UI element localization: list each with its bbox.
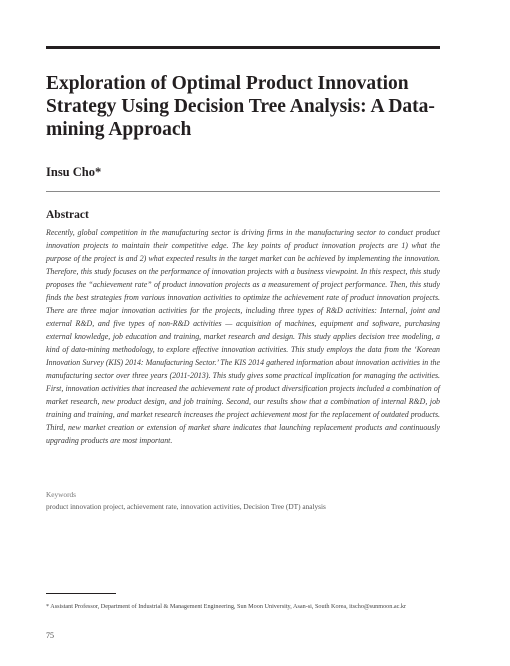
header-rule: [46, 46, 440, 49]
keywords-text: product innovation project, achievement rate, innovation activities, Decision Tree (DT) analysis: [46, 502, 326, 511]
section-divider: [46, 191, 440, 192]
footnote-rule: [46, 593, 116, 594]
abstract-text: Recently, global competition in the manufacturing sector is driving firms in the manufacturing sector to conduct product innovation projects to maintain their competitive edge. The key points of product innovation projects are 1) what the purpose of the project is and 2) what expected results in the target market can be achieved by implementing the innovation. Therefore, this study focuses on the performance of innovation projects with a business viewpoint. In this respect, this study proposes the “achievement rate” of product innovation projects as a measurement of project performance. Then, this study finds the best strategies from various innovation activities to optimize the achievement rate of product innovation projects. There are three major innovation activities for the projects, including three types of R&D activities: Internal, joint and external R&D, and five types of non-R&D activities — acquisition of machines, equipment and software, purchasing external knowledge, job education and training, market research and design. This study applies decision tree modeling, a kind of data-mining methodology, to explore effective innovation activities. This study employs the data from the ‘Korean Innovation Survey (KIS) 2014: Manufacturing Sector.’ The KIS 2014 gathered information about innovation activities in the manufacturing sector over three years (2011-2013). This study gives some practical implication for managing the activities. First, innovation activities that increased the achievement rate of product diversification projects included a combination of market research, new product design, and job training. Second, our results show that a combination of internal R&D, job training and training, and market research increases the project achievement most for the replacement of outdated products. Third, new market creation or extension of market share indicates that launching replacement products and continuously upgrading products are most important.: [46, 228, 440, 445]
footnote-text: * Assistant Professor, Department of Industrial & Management Engineering, Sun Moon University, Asan-si, South Korea, itscho@sunmoon.ac.kr: [46, 603, 407, 610]
paper-title: Exploration of Optimal Product Innovation Strategy Using Decision Tree Analysis: A Data-mining Approach: [46, 73, 435, 140]
keywords-label: Keywords: [46, 490, 76, 499]
page-number: 75: [46, 631, 54, 640]
abstract-heading: Abstract: [46, 209, 89, 221]
author-name: Insu Cho*: [46, 165, 102, 179]
